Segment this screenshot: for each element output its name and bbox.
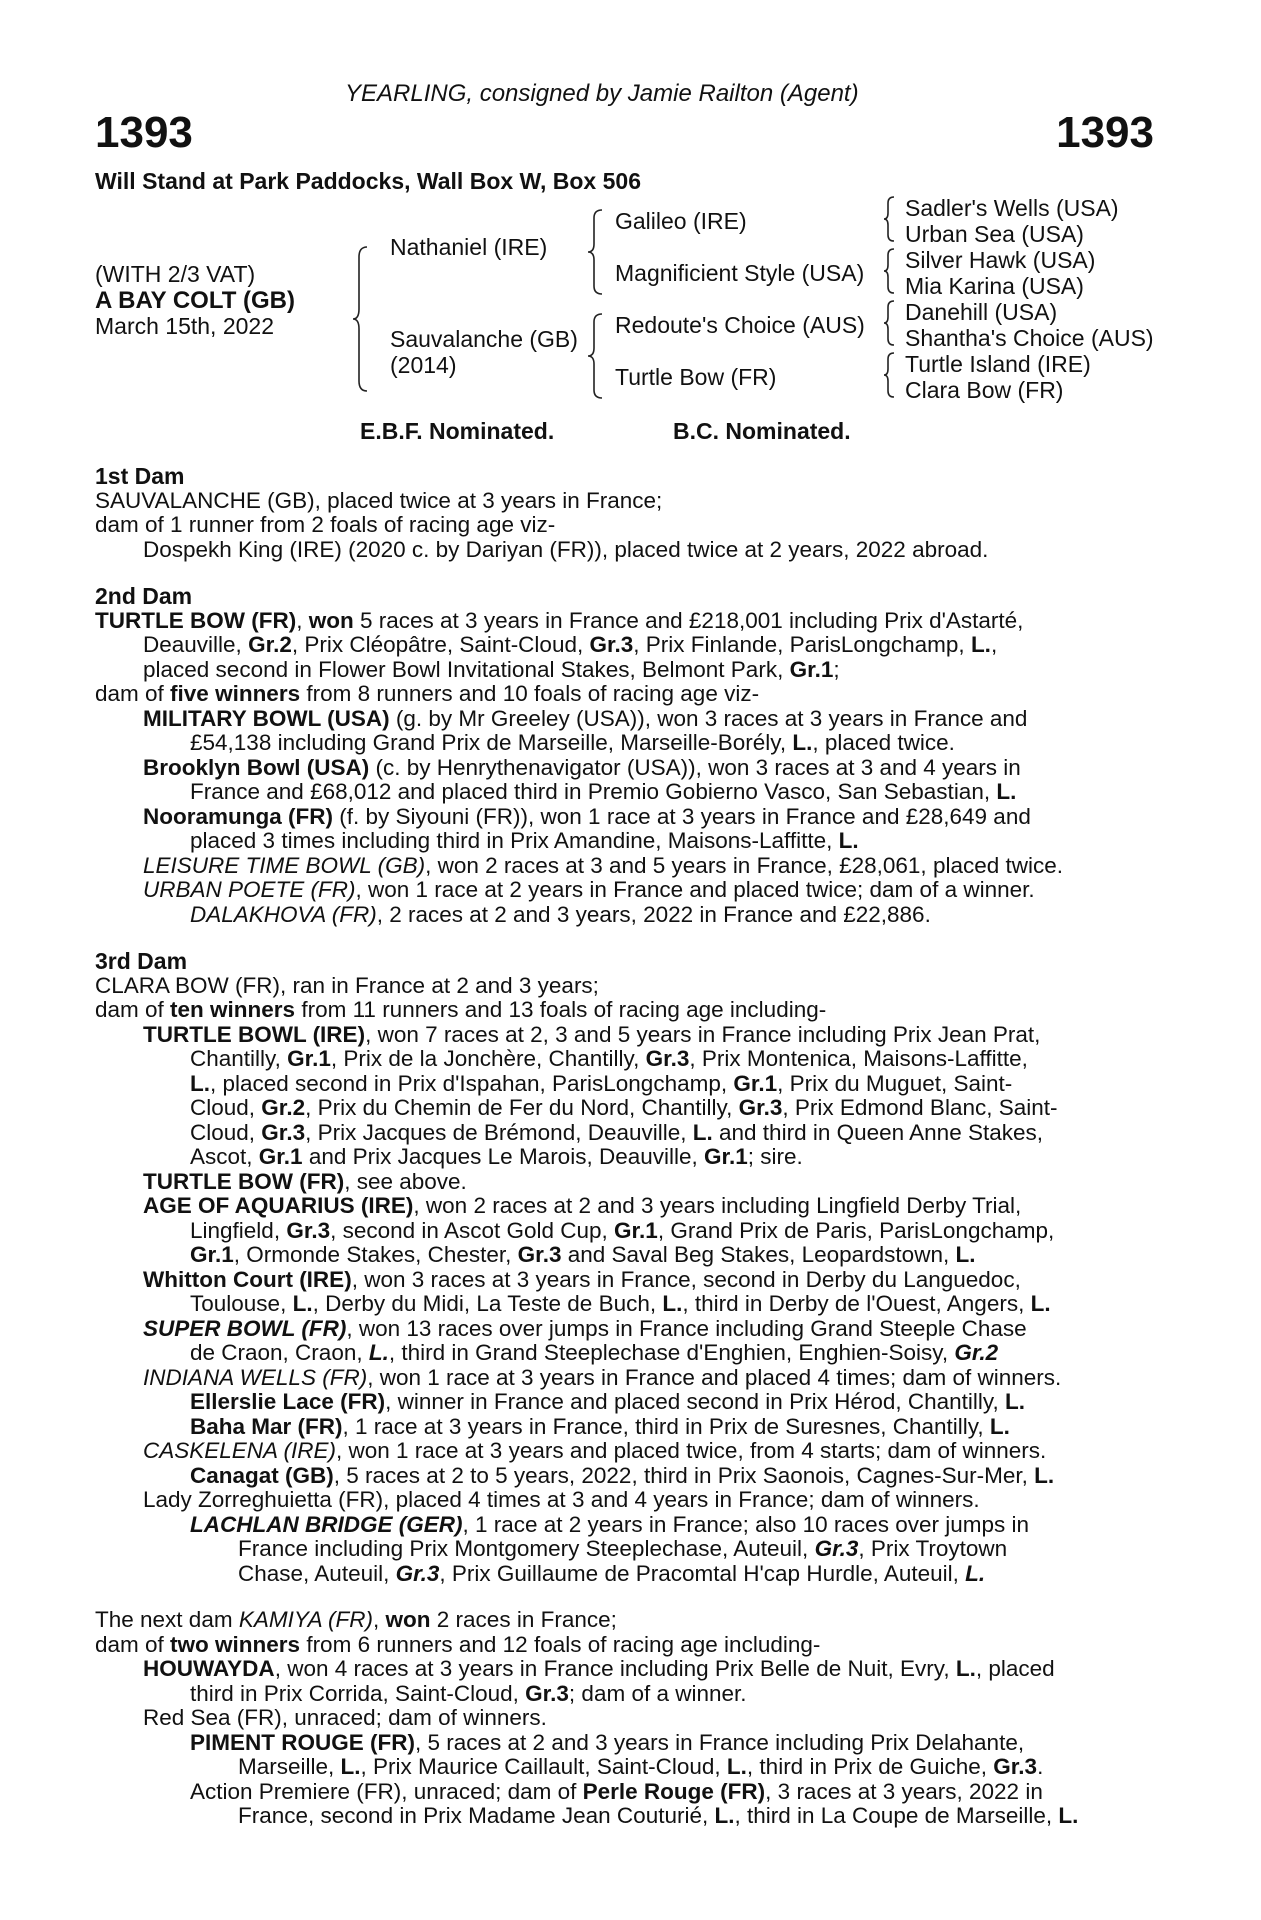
pedigree-brace-ds	[884, 299, 898, 347]
ebf-nominated: E.B.F. Nominated.	[360, 418, 555, 444]
second-dam-line: Deauville, Gr.2, Prix Cléopâtre, Saint-Cloud, Gr.3, Prix Finlande, ParisLongchamp, L.,	[143, 632, 998, 657]
next-dam-line: dam of two winners from 6 runners and 12 foals of racing age including-	[95, 1631, 821, 1657]
pedigree-brace-ss	[884, 195, 898, 243]
produce-entry: LEISURE TIME BOWL (GB), won 2 races at 3 and 5 years in France, £28,061, placed twice.	[143, 852, 1064, 878]
produce-entry: de Craon, Craon, L., third in Grand Steeplechase d'Enghien, Enghien-Soisy, Gr.2	[190, 1340, 999, 1365]
produce-entry: Cloud, Gr.3, Prix Jacques de Brémond, Deauville, L. and third in Queen Anne Stakes,	[190, 1119, 1043, 1145]
produce-entry: TURTLE BOW (FR), see above.	[143, 1168, 467, 1194]
pedigree-brace-dd	[884, 351, 898, 399]
pedigree-brace-sd	[884, 247, 898, 295]
produce-entry: URBAN POETE (FR), won 1 race at 2 years in France and placed twice; dam of a winner.	[143, 877, 1035, 902]
third-dam-line: CLARA BOW (FR), ran in France at 2 and 3 years;	[95, 972, 599, 998]
produce-entry: Red Sea (FR), unraced; dam of winners.	[143, 1705, 547, 1730]
produce-entry: Gr.1, Ormonde Stakes, Chester, Gr.3 and Saval Beg Stakes, Leopardstown, L.	[190, 1242, 976, 1267]
produce-entry: France, second in Prix Madame Jean Couturié, L., third in La Coupe de Marseille, L.	[238, 1803, 1079, 1828]
produce-entry: CASKELENA (IRE), won 1 race at 3 years and placed twice, from 4 starts; dam of winners.	[143, 1438, 1047, 1463]
pedigree-brace-main	[355, 245, 375, 393]
lot-number-right: 1393	[1056, 108, 1154, 157]
first-dam-line: dam of 1 runner from 2 foals of racing age viz-	[95, 512, 556, 537]
produce-entry: Ellerslie Lace (FR), winner in France and placed second in Prix Hérod, Chantilly, L.	[190, 1389, 1025, 1414]
lot-number-left: 1393	[95, 108, 193, 157]
produce-entry: L., placed second in Prix d'Ispahan, ParisLongchamp, Gr.1, Prix du Muguet, Saint-	[190, 1070, 1013, 1096]
second-dam-title: 2nd Dam	[95, 583, 193, 609]
horse-name-bold: TURTLE BOW (FR)	[95, 607, 297, 633]
produce-entry: Lingfield, Gr.3, second in Ascot Gold Cup, Gr.1, Grand Prix de Paris, ParisLongchamp,	[190, 1217, 1055, 1243]
next-dam-line: The next dam KAMIYA (FR), won 2 races in France;	[95, 1607, 617, 1632]
produce-entry: France including Prix Montgomery Steeplechase, Auteuil, Gr.3, Prix Troytown	[238, 1536, 1008, 1561]
produce-entry: TURTLE BOWL (IRE), won 7 races at 2, 3 and 5 years in France including Prix Jean Prat,	[143, 1021, 1041, 1047]
pedigree-sds: Silver Hawk (USA)	[905, 247, 1096, 273]
pedigree-ddd: Clara Bow (FR)	[905, 377, 1064, 403]
produce-entry: DALAKHOVA (FR), 2 races at 2 and 3 years, 2022 in France and £22,886.	[190, 901, 931, 927]
bc-nominated: B.C. Nominated.	[673, 418, 851, 444]
first-dam-line: SAUVALANCHE (GB), placed twice at 3 years in France;	[95, 487, 663, 513]
produce-entry: third in Prix Corrida, Saint-Cloud, Gr.3; dam of a winner.	[190, 1680, 747, 1706]
produce-entry: France and £68,012 and placed third in Premio Gobierno Vasco, San Sebastian, L.	[190, 779, 1017, 804]
produce-entry: Lady Zorreghuietta (FR), placed 4 times at 3 and 4 years in France; dam of winners.	[143, 1487, 980, 1512]
produce-entry: AGE OF AQUARIUS (IRE), won 2 races at 2 and 3 years including Lingfield Derby Trial,	[143, 1193, 1022, 1218]
produce-entry: Cloud, Gr.2, Prix du Chemin de Fer du Nord, Chantilly, Gr.3, Prix Edmond Blanc, Saint-	[190, 1095, 1058, 1120]
produce-entry: INDIANA WELLS (FR), won 1 race at 3 years in France and placed 4 times; dam of winners.	[143, 1364, 1062, 1390]
produce-entry: Action Premiere (FR), unraced; dam of Perle Rouge (FR), 3 races at 3 years, 2022 in	[190, 1778, 1043, 1804]
pedigree-sire: Nathaniel (IRE)	[390, 234, 548, 260]
produce-entry: SUPER BOWL (FR), won 13 races over jumps in France including Grand Steeple Chase	[143, 1315, 1027, 1341]
pedigree-dss: Danehill (USA)	[905, 299, 1058, 325]
first-dam-produce: Dospekh King (IRE) (2020 c. by Dariyan (FR)), placed twice at 2 years, 2022 abroad.	[143, 536, 989, 562]
pedigree-sire-dam: Magnificient Style (USA)	[615, 260, 865, 286]
pedigree-dam-year: (2014)	[390, 352, 457, 378]
produce-entry: LACHLAN BRIDGE (GER), 1 race at 2 years in France; also 10 races over jumps in	[190, 1511, 1029, 1537]
vat-note: (WITH 2/3 VAT)	[95, 261, 256, 287]
produce-entry: Nooramunga (FR) (f. by Siyouni (FR)), won 1 race at 3 years in France and £28,649 and	[143, 803, 1031, 829]
pedigree-sdd: Mia Karina (USA)	[905, 273, 1084, 299]
produce-entry: Canagat (GB), 5 races at 2 to 5 years, 2022, third in Prix Saonois, Cagnes-Sur-Mer, L.	[190, 1462, 1055, 1488]
consignment-line: YEARLING, consigned by Jamie Railton (Agent)	[345, 80, 859, 107]
pedigree-brace-sire	[590, 208, 610, 298]
pedigree-brace-dam	[590, 312, 610, 402]
pedigree-dds: Turtle Island (IRE)	[905, 351, 1091, 377]
produce-entry: Whitton Court (IRE), won 3 races at 3 years in France, second in Derby du Languedoc,	[143, 1266, 1021, 1292]
pedigree-sss: Sadler's Wells (USA)	[905, 195, 1119, 221]
produce-entry: Brooklyn Bowl (USA) (c. by Henrythenavigator (USA)), won 3 races at 3 and 4 years in	[143, 754, 1021, 780]
horse-dob: March 15th, 2022	[95, 313, 275, 339]
produce-entry: Chase, Auteuil, Gr.3, Prix Guillaume de Pracomtal H'cap Hurdle, Auteuil, L.	[238, 1560, 986, 1586]
pedigree-dam-dam: Turtle Bow (FR)	[615, 364, 777, 390]
produce-entry: Marseille, L., Prix Maurice Caillault, Saint-Cloud, L., third in Prix de Guiche, Gr.3.	[238, 1754, 1044, 1779]
second-dam-line: placed second in Flower Bowl Invitational Stakes, Belmont Park, Gr.1;	[143, 656, 840, 682]
pedigree-dsd: Shantha's Choice (AUS)	[905, 325, 1154, 351]
catalogue-body	[95, 464, 1155, 1829]
produce-entry: MILITARY BOWL (USA) (g. by Mr Greeley (USA)), won 3 races at 3 years in France and	[143, 705, 1028, 731]
pedigree-dam-sire: Redoute's Choice (AUS)	[615, 312, 865, 338]
produce-entry: £54,138 including Grand Prix de Marseille, Marseille-Borély, L., placed twice.	[190, 730, 955, 755]
second-dam-line: dam of five winners from 8 runners and 10 foals of racing age viz-	[95, 681, 760, 706]
stand-location: Will Stand at Park Paddocks, Wall Box W, Box 506	[95, 168, 641, 194]
produce-entry: PIMENT ROUGE (FR), 5 races at 2 and 3 years in France including Prix Delahante,	[190, 1729, 1025, 1755]
third-dam-title: 3rd Dam	[95, 948, 188, 974]
produce-entry: Toulouse, L., Derby du Midi, La Teste de Buch, L., third in Derby de l'Ouest, Angers, L.	[190, 1291, 1051, 1316]
produce-entry: Ascot, Gr.1 and Prix Jacques Le Marois, Deauville, Gr.1; sire.	[190, 1144, 803, 1169]
pedigree-sire-sire: Galileo (IRE)	[615, 208, 747, 234]
pedigree-ssd: Urban Sea (USA)	[905, 221, 1084, 247]
produce-entry: HOUWAYDA, won 4 races at 3 years in France including Prix Belle de Nuit, Evry, L., placed	[143, 1656, 1055, 1681]
produce-entry: Chantilly, Gr.1, Prix de la Jonchère, Chantilly, Gr.3, Prix Montenica, Maisons-Laffitte,	[190, 1046, 1028, 1071]
horse-name: A BAY COLT (GB)	[95, 287, 296, 314]
pedigree-dam: Sauvalanche (GB)	[390, 326, 578, 352]
second-dam-line: TURTLE BOW (FR), won 5 races at 3 years in France and £218,001 including Prix d'Astarté,	[95, 607, 1024, 633]
produce-entry: placed 3 times including third in Prix Amandine, Maisons-Laffitte, L.	[190, 828, 859, 853]
first-dam-title: 1st Dam	[95, 463, 185, 489]
produce-entry: Baha Mar (FR), 1 race at 3 years in France, third in Prix de Suresnes, Chantilly, L.	[190, 1413, 1010, 1439]
third-dam-line: dam of ten winners from 11 runners and 13 foals of racing age including-	[95, 997, 827, 1022]
